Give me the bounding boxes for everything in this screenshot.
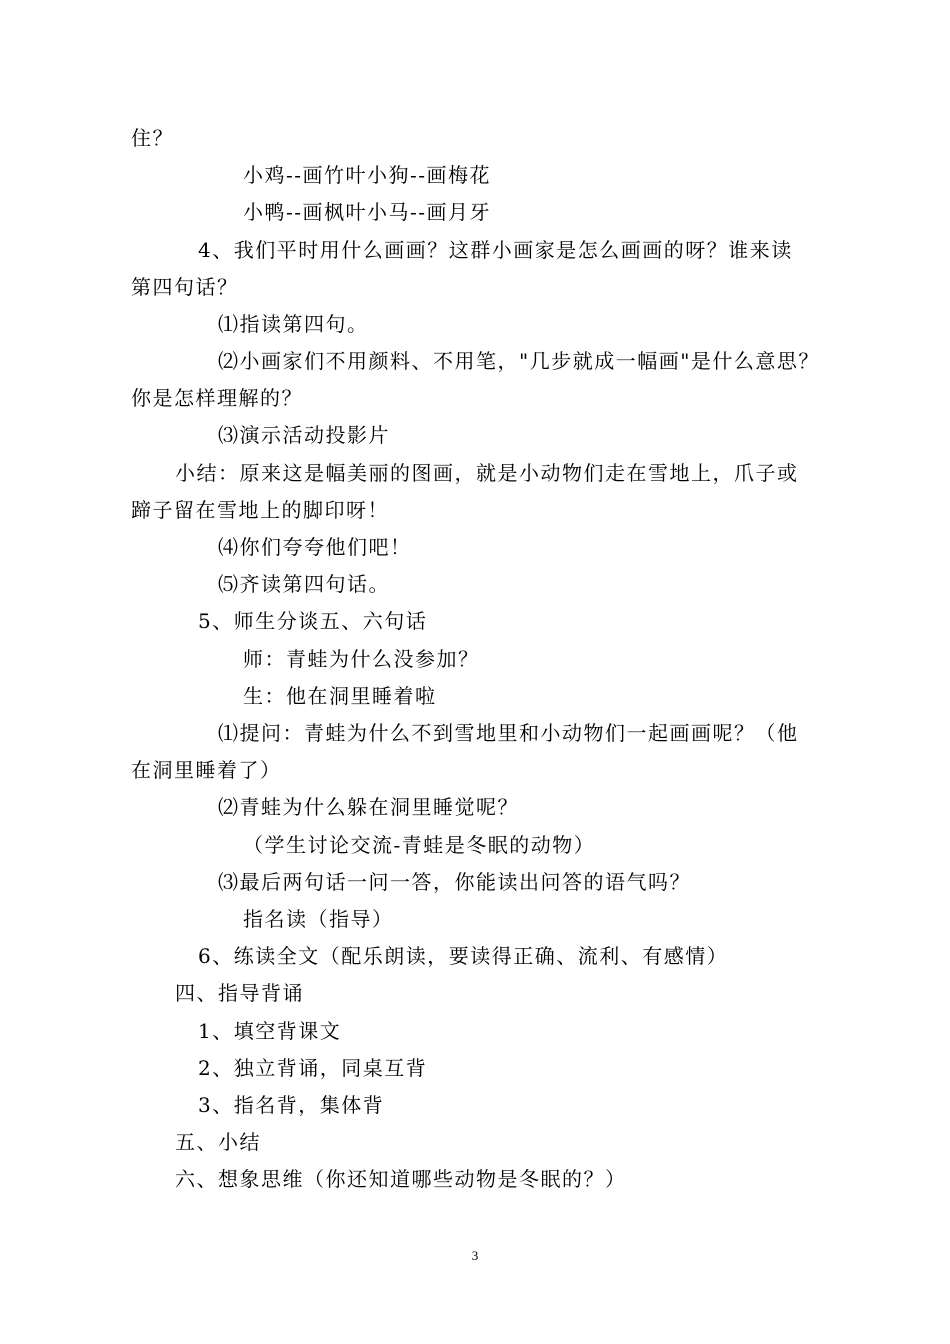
text-line: ⑸齐读第四句话。 <box>218 572 390 596</box>
text-line: 师：青蛙为什么没参加？ <box>243 647 480 671</box>
text-line: ⑷你们夸夸他们吧！ <box>218 535 412 559</box>
text-line: 第四句话？ <box>131 275 239 299</box>
text-line: 1、填空背课文 <box>198 1019 342 1043</box>
text-line: 小结：原来这是幅美丽的图画，就是小动物们走在雪地上，爪子或 <box>175 461 799 485</box>
text-line: ⑶演示活动投影片 <box>218 423 390 447</box>
text-line: 4、我们平时用什么画画？这群小画家是怎么画画的呀？谁来读 <box>198 238 793 262</box>
text-line: 六、想象思维（你还知道哪些动物是冬眠的？） <box>175 1167 627 1191</box>
text-line: 6、练读全文（配乐朗读，要读得正确、流利、有感情） <box>198 944 729 968</box>
text-line: ⑶最后两句话一问一答，你能读出问答的语气吗？ <box>218 870 691 894</box>
text-line: 生：他在洞里睡着啦 <box>243 684 437 708</box>
page-number: 3 <box>471 1248 479 1263</box>
text-line: ⑴指读第四句。 <box>218 312 369 336</box>
text-line: 3、指名背，集体背 <box>198 1093 385 1117</box>
text-line: 蹄子留在雪地上的脚印呀！ <box>131 498 389 522</box>
text-line: 指名读（指导） <box>243 907 394 931</box>
text-line: 5、师生分谈五、六句话 <box>198 609 428 633</box>
text-line: 住？ <box>131 126 174 150</box>
text-line: ⑴提问：青蛙为什么不到雪地里和小动物们一起画画呢？（他 <box>218 721 799 745</box>
text-line: ⑵青蛙为什么躲在洞里睡觉呢？ <box>218 795 519 819</box>
text-line: 你是怎样理解的？ <box>131 386 303 410</box>
text-line: 在洞里睡着了） <box>131 758 282 782</box>
text-line: ⑵小画家们不用颜料、不用笔，"几步就成一幅画"是什么意思？ <box>218 349 820 373</box>
text-line: 小鸡--画竹叶小狗--画梅花 <box>243 163 492 187</box>
text-line: 2、独立背诵，同桌互背 <box>198 1056 428 1080</box>
text-line: （学生讨论交流-青蛙是冬眠的动物） <box>243 833 596 857</box>
text-line: 五、小结 <box>175 1130 261 1154</box>
text-line: 小鸭--画枫叶小马--画月牙 <box>243 200 492 224</box>
text-line: 四、指导背诵 <box>175 981 304 1005</box>
